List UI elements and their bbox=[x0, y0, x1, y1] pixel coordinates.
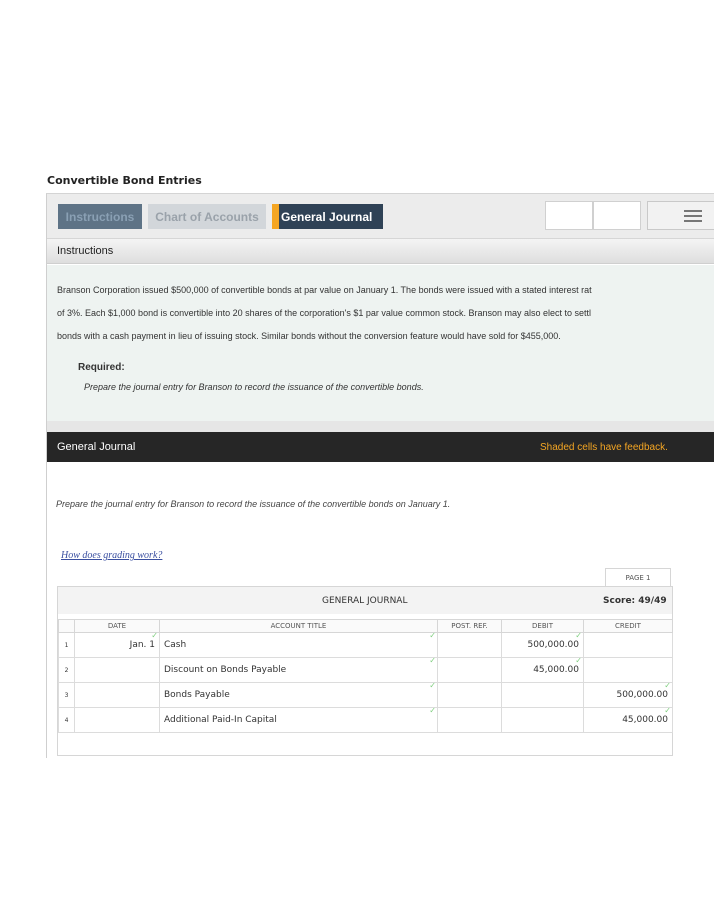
post-ref-cell[interactable] bbox=[438, 633, 502, 658]
general-journal-title: General Journal bbox=[57, 441, 136, 453]
grading-link[interactable]: How does grading work? bbox=[61, 550, 163, 561]
debit-cell[interactable] bbox=[502, 633, 584, 658]
credit-cell[interactable] bbox=[584, 708, 673, 733]
post-ref-cell[interactable] bbox=[438, 683, 502, 708]
column-header-debit: DEBIT bbox=[502, 620, 584, 633]
date-cell[interactable] bbox=[75, 633, 160, 658]
score: Score: 49/49 bbox=[603, 596, 667, 606]
debit-cell[interactable] bbox=[502, 683, 584, 708]
tab-instructions[interactable]: Instructions bbox=[58, 204, 142, 229]
general-journal-header bbox=[47, 432, 714, 462]
list-button[interactable] bbox=[647, 201, 714, 230]
checkmark-icon: ✓ bbox=[664, 681, 671, 690]
table-row bbox=[59, 658, 673, 683]
row-number: 3 bbox=[59, 683, 75, 708]
journal-header bbox=[58, 587, 672, 614]
instructions-line: of 3%. Each $1,000 bond is convertible into 20 shares of the corporation's $1 par value common stock. Branson may also elect to settl bbox=[57, 308, 592, 318]
credit-cell[interactable] bbox=[584, 683, 673, 708]
checkmark-icon: ✓ bbox=[575, 631, 582, 640]
credit-cell[interactable] bbox=[584, 633, 673, 658]
column-header-credit: CREDIT bbox=[584, 620, 673, 633]
date-cell[interactable] bbox=[75, 658, 160, 683]
table-row bbox=[59, 708, 673, 733]
checkmark-icon: ✓ bbox=[151, 631, 158, 640]
debit-cell[interactable] bbox=[502, 708, 584, 733]
toolbar-button[interactable] bbox=[593, 201, 641, 230]
journal-title: GENERAL JOURNAL bbox=[322, 596, 408, 606]
assignment-frame bbox=[46, 193, 714, 758]
column-header-account-title: ACCOUNT TITLE bbox=[160, 620, 438, 633]
account-value: Cash bbox=[164, 640, 187, 650]
table-row bbox=[59, 683, 673, 708]
required-text: Prepare the journal entry for Branson to record the issuance of the convertible bonds. bbox=[84, 382, 424, 392]
checkmark-icon: ✓ bbox=[429, 656, 436, 665]
credit-value: 500,000.00 bbox=[616, 690, 668, 700]
post-ref-cell[interactable] bbox=[438, 708, 502, 733]
journal-prompt: Prepare the journal entry for Branson to record the issuance of the convertible bonds on January 1. bbox=[56, 499, 451, 509]
account-cell[interactable] bbox=[160, 633, 438, 658]
feedback-note: Shaded cells have feedback. bbox=[540, 442, 668, 453]
debit-value: 45,000.00 bbox=[533, 665, 579, 675]
list-icon bbox=[684, 210, 702, 225]
page-title: Convertible Bond Entries bbox=[47, 174, 202, 187]
row-number: 4 bbox=[59, 708, 75, 733]
instructions-body bbox=[47, 265, 714, 421]
row-number-header bbox=[59, 620, 75, 633]
instructions-line: bonds with a cash payment in lieu of issuing stock. Similar bonds without the conversion feature would have sold for $455,000. bbox=[57, 331, 561, 341]
account-cell[interactable] bbox=[160, 708, 438, 733]
date-cell[interactable] bbox=[75, 683, 160, 708]
column-header-post-ref: POST. REF. bbox=[438, 620, 502, 633]
instructions-line: Branson Corporation issued $500,000 of convertible bonds at par value on January 1. The bonds were issued with a stated interest rat bbox=[57, 285, 592, 295]
credit-value: 45,000.00 bbox=[622, 715, 668, 725]
account-value: Additional Paid-In Capital bbox=[164, 715, 277, 725]
account-cell[interactable] bbox=[160, 658, 438, 683]
column-header-date: DATE bbox=[75, 620, 160, 633]
post-ref-cell[interactable] bbox=[438, 658, 502, 683]
account-value: Discount on Bonds Payable bbox=[164, 665, 287, 675]
account-cell[interactable] bbox=[160, 683, 438, 708]
journal-grid bbox=[58, 619, 673, 733]
tab-general-journal[interactable]: General Journal bbox=[272, 204, 383, 229]
section-divider bbox=[47, 421, 714, 432]
page-tab[interactable]: PAGE 1 bbox=[605, 568, 671, 587]
instructions-text bbox=[57, 279, 713, 348]
account-value: Bonds Payable bbox=[164, 690, 230, 700]
checkmark-icon: ✓ bbox=[575, 656, 582, 665]
row-number: 1 bbox=[59, 633, 75, 658]
checkmark-icon: ✓ bbox=[429, 706, 436, 715]
row-number: 2 bbox=[59, 658, 75, 683]
required-label: Required: bbox=[78, 362, 125, 373]
general-journal-table bbox=[57, 586, 673, 756]
instructions-header: Instructions bbox=[47, 239, 714, 264]
checkmark-icon: ✓ bbox=[429, 631, 436, 640]
toolbar-button[interactable] bbox=[545, 201, 593, 230]
debit-cell[interactable] bbox=[502, 658, 584, 683]
debit-value: 500,000.00 bbox=[527, 640, 579, 650]
date-cell[interactable] bbox=[75, 708, 160, 733]
checkmark-icon: ✓ bbox=[664, 706, 671, 715]
date-value: Jan. 1 bbox=[129, 640, 155, 650]
table-row bbox=[59, 633, 673, 658]
credit-cell[interactable] bbox=[584, 658, 673, 683]
tab-chart-of-accounts[interactable]: Chart of Accounts bbox=[148, 204, 266, 229]
checkmark-icon: ✓ bbox=[429, 681, 436, 690]
tab-bar bbox=[47, 194, 714, 239]
